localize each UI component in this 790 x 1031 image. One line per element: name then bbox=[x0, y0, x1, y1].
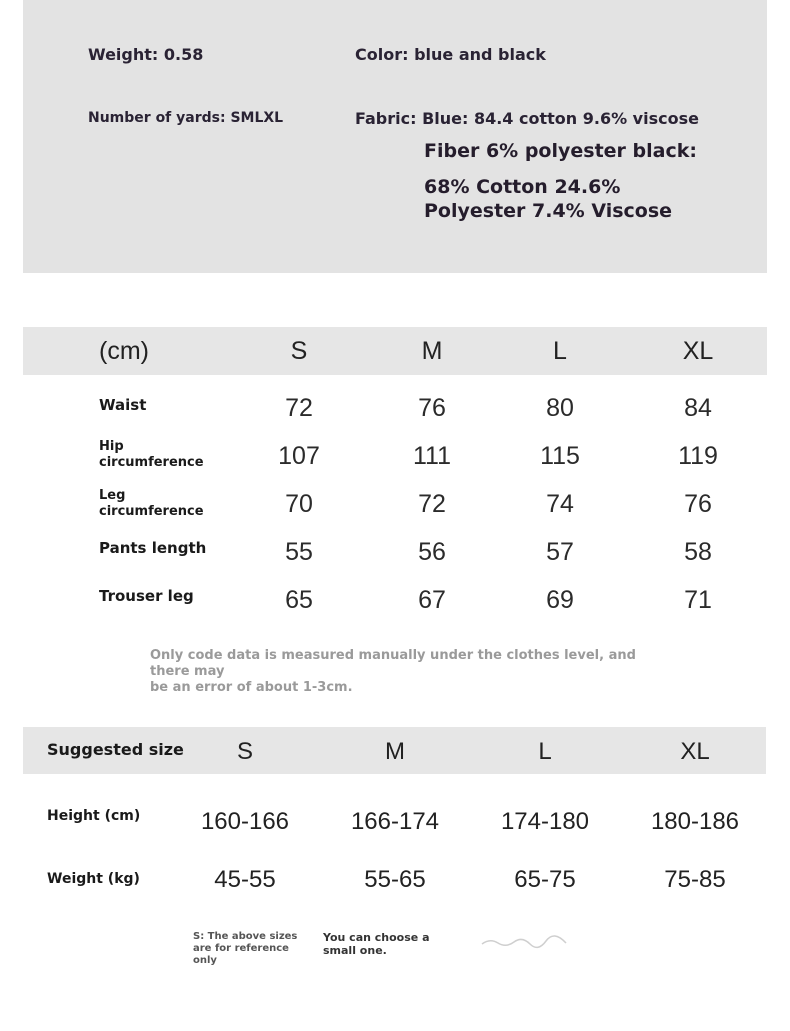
measurement-note bbox=[150, 648, 670, 696]
yards-label: Number of yards: SMLXL bbox=[88, 110, 284, 126]
table-cell: 45-55 bbox=[214, 866, 276, 893]
size-header-l: L bbox=[553, 337, 567, 365]
row-label-line: Hip bbox=[99, 439, 124, 454]
row-label-pants-length: Pants length bbox=[99, 539, 207, 557]
table-cell: 65 bbox=[285, 586, 313, 614]
foot-line: are for reference bbox=[193, 943, 289, 954]
table-cell: 55 bbox=[285, 538, 313, 566]
row-label-trouser-leg: Trouser leg bbox=[99, 587, 194, 605]
table-cell: 70 bbox=[285, 490, 313, 518]
size-header-s: S bbox=[290, 337, 308, 365]
table-cell: 69 bbox=[546, 586, 574, 614]
suggested-header-s: S bbox=[236, 738, 253, 765]
table-cell: 57 bbox=[546, 538, 574, 566]
table-cell: 74 bbox=[546, 490, 574, 518]
row-label-line: circumference bbox=[99, 504, 204, 519]
suggested-size-label: Suggested size bbox=[47, 740, 184, 759]
row-label-hip bbox=[99, 439, 204, 471]
unit-header: (cm) bbox=[99, 337, 149, 365]
table-cell: 67 bbox=[418, 586, 446, 614]
fabric-line-4: Polyester 7.4% Viscose bbox=[424, 200, 673, 222]
note-line: be an error of about 1-3cm. bbox=[150, 680, 353, 695]
table-cell: 75-85 bbox=[664, 866, 726, 893]
row-label-leg bbox=[99, 488, 204, 520]
table-cell: 84 bbox=[684, 394, 712, 422]
table-cell: 58 bbox=[684, 538, 712, 566]
product-info-panel bbox=[23, 0, 767, 273]
foot-line: You can choose a bbox=[323, 931, 430, 944]
foot-line: S: The above sizes bbox=[193, 931, 298, 942]
suggested-header-m: M bbox=[385, 738, 405, 765]
fabric-line-2: Fiber 6% polyester black: bbox=[424, 140, 697, 162]
table-cell: 71 bbox=[684, 586, 712, 614]
table-cell: 166-174 bbox=[350, 808, 440, 835]
table-cell: 65-75 bbox=[514, 866, 576, 893]
table-cell: 107 bbox=[278, 442, 320, 470]
table-cell: 72 bbox=[418, 490, 446, 518]
table-cell: 76 bbox=[418, 394, 446, 422]
row-label-height: Height (cm) bbox=[47, 808, 141, 824]
note-line: Only code data is measured manually under the clothes level, and there may bbox=[150, 648, 636, 679]
foot-line: only bbox=[193, 955, 217, 966]
row-label-weight: Weight (kg) bbox=[47, 871, 140, 887]
reference-note bbox=[193, 931, 313, 967]
row-label-line: Leg bbox=[99, 488, 126, 503]
foot-line: small one. bbox=[323, 944, 387, 957]
suggested-header-xl: XL bbox=[680, 738, 710, 765]
table-cell: 76 bbox=[684, 490, 712, 518]
fabric-line-3: 68% Cotton 24.6% bbox=[424, 176, 621, 198]
table-cell: 55-65 bbox=[364, 866, 426, 893]
suggested-header-l: L bbox=[538, 738, 552, 765]
table-cell: 111 bbox=[412, 442, 451, 470]
table-cell: 180-186 bbox=[650, 808, 740, 835]
fabric-label: Fabric: Blue: 84.4 cotton 9.6% viscose bbox=[355, 109, 699, 128]
row-label-line: circumference bbox=[99, 455, 204, 470]
size-header-m: M bbox=[421, 337, 443, 365]
table-cell: 119 bbox=[678, 442, 718, 470]
color-label: Color: blue and black bbox=[355, 45, 546, 64]
table-cell: 115 bbox=[540, 442, 580, 470]
table-cell: 56 bbox=[418, 538, 446, 566]
weight-label: Weight: 0.58 bbox=[88, 45, 204, 64]
row-label-waist: Waist bbox=[99, 396, 147, 414]
choose-small-note bbox=[323, 931, 443, 957]
size-header-xl: XL bbox=[682, 337, 714, 365]
table-cell: 72 bbox=[285, 394, 313, 422]
watermark-mark bbox=[480, 934, 570, 948]
table-cell: 160-166 bbox=[200, 808, 290, 835]
table-cell: 80 bbox=[546, 394, 574, 422]
table-cell: 174-180 bbox=[500, 808, 590, 835]
